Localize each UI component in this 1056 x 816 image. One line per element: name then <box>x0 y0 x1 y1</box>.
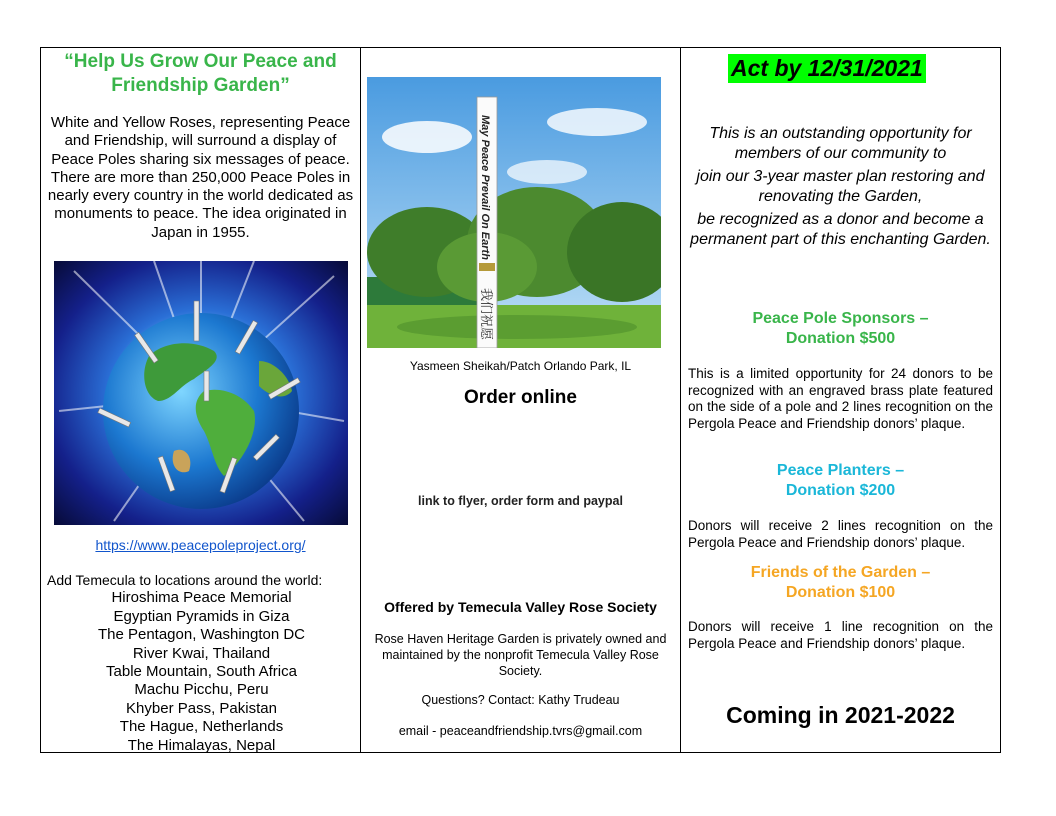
intro-text <box>45 114 356 242</box>
intro-paragraph: White and Yellow Roses, representing Peace and Friendship, will surround a display of Peace Poles sharing six messages of peace. <box>50 114 351 168</box>
ownership-text: Rose Haven Heritage Garden is privately owned and maintained by the nonprofit Temecula Valley Rose Society. <box>374 632 667 678</box>
pitch-line-3: be recognized as a donor and become a permanent part of this enchanting Garden. <box>690 211 991 248</box>
middle-panel <box>361 48 681 752</box>
pitch-text <box>687 124 994 253</box>
location-item: The Himalayas, Nepal <box>127 736 276 754</box>
tier-description: This is a limited opportunity for 24 donors to be recognized with an engraved brass plate featured on the side of a pole and 2 lines recognition on the Pergola Peace and Friendship donors’ plaque. <box>688 366 993 431</box>
locations-list <box>47 571 356 755</box>
pole-inscription: May Peace Prevail On Earth <box>479 115 491 260</box>
coming-soon-heading: Coming in 2021-2022 <box>726 702 955 728</box>
location-item: River Kwai, Thailand <box>132 644 271 662</box>
email-text[interactable]: email - peaceandfriendship.tvrs@gmail.com <box>398 724 643 738</box>
tier-name: Peace Planters – <box>776 462 905 479</box>
right-panel <box>681 48 1000 752</box>
location-item: Table Mountain, South Africa <box>106 663 297 681</box>
locations-lead: Add Temecula to locations around the world: <box>47 572 323 588</box>
peace-poles-globe-image <box>54 261 348 525</box>
tier-peace-planters <box>681 461 1000 501</box>
intro-paragraph-2: There are more than 250,000 Peace Poles in nearly every country in the world dedicated as monuments to peace. The idea originated in Japan in 1955. <box>47 168 354 241</box>
tier-description: Donors will receive 2 lines recognition on the Pergola Peace and Friendship donors’ plaque. <box>688 518 993 550</box>
left-panel <box>41 48 361 752</box>
tier-name: Friends of the Garden – <box>750 564 931 581</box>
tier-amount: Donation $100 <box>785 584 896 601</box>
tier-amount: Donation $200 <box>785 482 896 499</box>
order-online-heading: Order online <box>464 387 577 408</box>
photo-caption: Yasmeen Sheikah/Patch Orlando Park, IL <box>409 359 632 373</box>
tier-friends-of-garden <box>681 563 1000 603</box>
tier-peace-pole-sponsors <box>681 309 1000 349</box>
location-item: Egyptian Pyramids in Giza <box>113 607 290 625</box>
deadline-banner: Act by 12/31/2021 <box>728 54 926 83</box>
tier-description: Donors will receive 1 line recognition on the Pergola Peace and Friendship donors’ plaque. <box>688 619 993 651</box>
location-item: Hiroshima Peace Memorial <box>111 589 292 607</box>
tier-name: Peace Pole Sponsors – <box>752 310 929 327</box>
location-item: The Hague, Netherlands <box>119 718 284 736</box>
peace-pole-project-link[interactable]: https://www.peacepoleproject.org/ <box>95 537 306 553</box>
pitch-line-1: This is an outstanding opportunity for members of our community to <box>709 125 972 162</box>
location-item: Khyber Pass, Pakistan <box>126 699 277 717</box>
peace-pole-photo <box>367 77 661 348</box>
pole-inscription-chinese: 我们祝愿 <box>478 288 493 341</box>
contact-text: Questions? Contact: Kathy Trudeau <box>421 693 620 707</box>
brochure-sheet <box>40 47 1001 753</box>
offered-by-heading: Offered by Temecula Valley Rose Society <box>384 599 657 615</box>
tier-amount: Donation $500 <box>785 330 896 347</box>
pitch-line-2: join our 3-year master plan restoring and renovating the Garden, <box>696 168 985 205</box>
location-item: Machu Picchu, Peru <box>134 681 269 699</box>
panel-title: “Help Us Grow Our Peace and Friendship Garden” <box>64 51 337 96</box>
flyer-order-paypal-link[interactable]: link to flyer, order form and paypal <box>418 494 623 508</box>
location-item: The Pentagon, Washington DC <box>97 626 306 644</box>
